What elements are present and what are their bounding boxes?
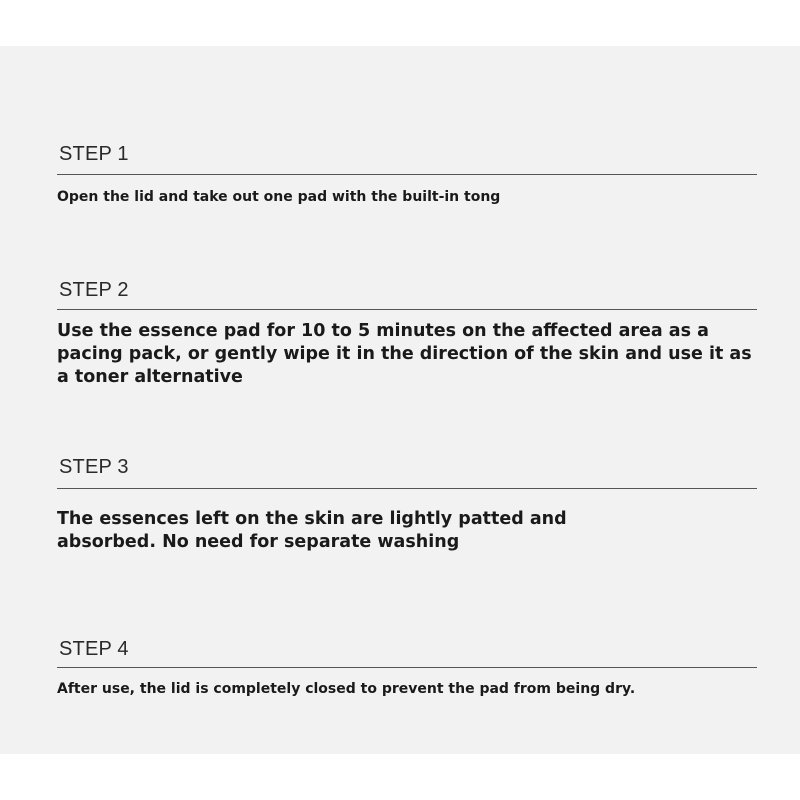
step-1-title: STEP 1 <box>59 143 129 165</box>
step-2-title: STEP 2 <box>59 279 129 301</box>
step-4-text: After use, the lid is completely closed to prevent the pad from being dry. <box>57 681 636 697</box>
step-3-text: The essences left on the skin are lightly patted and absorbed. No need for separate washing <box>57 509 567 552</box>
step-3-title: STEP 3 <box>59 456 129 478</box>
step-2-divider <box>57 309 757 310</box>
step-1-divider <box>57 174 757 175</box>
step-2-text: Use the essence pad for 10 to 5 minutes on the affected area as a pacing pack, or gently wipe it in the direction of the skin and use it as a toner alternative <box>57 321 752 387</box>
step-4-divider <box>57 667 757 668</box>
step-4-title: STEP 4 <box>59 638 129 660</box>
step-3-divider <box>57 488 757 489</box>
step-1-text: Open the lid and take out one pad with the built-in tong <box>57 189 501 205</box>
